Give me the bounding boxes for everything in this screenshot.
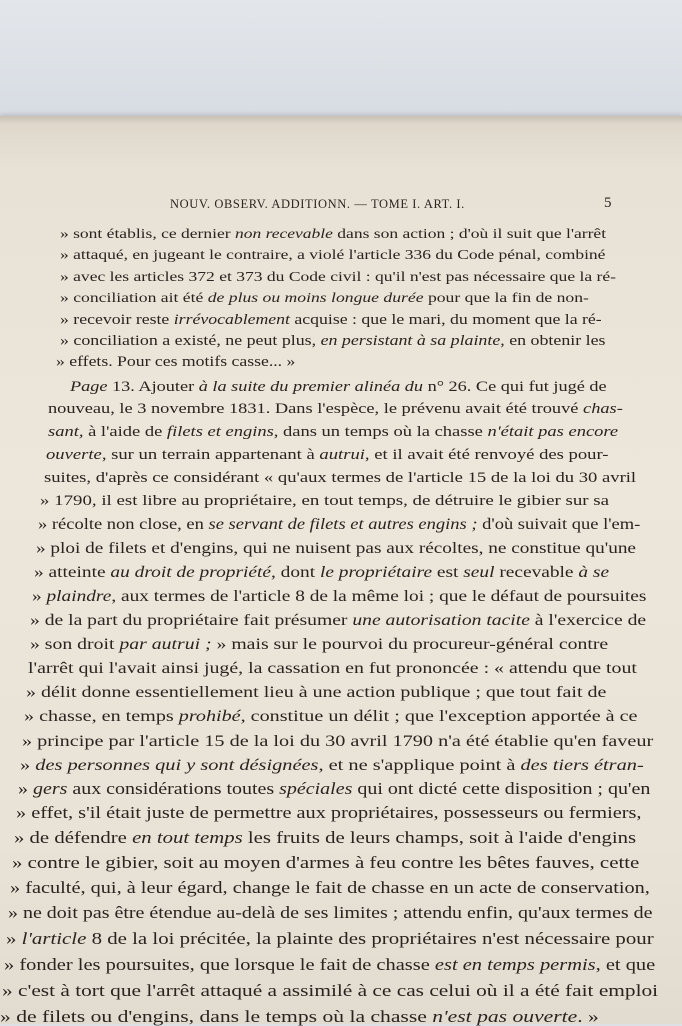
- text-line: [32, 589, 646, 605]
- text-line: [24, 709, 637, 725]
- text-segment: » son droit: [30, 636, 120, 653]
- text-segment: »: [20, 755, 36, 774]
- text-segment: » ne doit pas être étendue au-delà de ses limites ; attendu enfin, qu'aux termes de: [8, 903, 653, 922]
- italic-text: est en temps permis: [434, 955, 596, 974]
- text-segment: suites, d'après ce considérant « qu'aux termes de l'article 15 de la loi du 30 avril: [44, 470, 637, 486]
- text-line: [48, 402, 623, 417]
- text-segment: » délit donne essentiellement lieu à une action publique ; que tout fait de: [26, 684, 607, 701]
- italic-text: autrui: [319, 447, 365, 463]
- text-segment: » conciliation ait été: [60, 290, 208, 306]
- text-segment: » recevoir reste: [60, 312, 174, 328]
- italic-text: à se: [578, 564, 610, 581]
- text-line: [60, 313, 602, 327]
- text-line: [60, 270, 616, 284]
- text-line: [48, 425, 618, 440]
- text-segment: , en obtenir les: [500, 333, 606, 349]
- text-segment: » faculté, qui, à leur égard, change le fait de chasse en un acte de conservation,: [10, 878, 650, 897]
- text-segment: acquise : que le mari, du moment que la ré-: [289, 312, 602, 328]
- text-line: [40, 494, 609, 509]
- running-title: NOUV. OBSERV. ADDITIONN. — TOME I. ART. I.: [170, 197, 465, 211]
- text-line: [12, 855, 639, 872]
- text-segment: » 1790, il est libre au propriétaire, en tout temps, de détruire le gibier sur sa: [40, 493, 610, 509]
- italic-text: ouverte: [46, 447, 102, 463]
- text-segment: » de filets ou d'engins, dans le temps où la chasse: [0, 1007, 433, 1026]
- text-segment: , dont: [270, 564, 320, 581]
- italic-text: se servant de filets et autres engins ;: [208, 516, 478, 533]
- text-segment: »: [6, 929, 22, 948]
- text-segment: » effet, s'il était juste de permettre aux propriétaires, possesseurs ou fermiers,: [16, 803, 642, 822]
- text-segment: , et ne s'applique point à: [318, 755, 521, 774]
- text-line: [34, 565, 609, 581]
- italic-text: spéciales: [279, 779, 353, 798]
- text-segment: aux considérations toutes: [67, 779, 280, 798]
- text-line: [46, 448, 609, 463]
- text-line: [30, 637, 608, 653]
- text-segment: » fonder les poursuites, que lorsque le fait de chasse: [4, 955, 435, 974]
- text-line: [30, 613, 646, 629]
- italic-text: au droit de propriété: [110, 564, 271, 581]
- text-segment: recevable: [494, 564, 579, 581]
- text-line: [0, 1008, 599, 1025]
- text-line: [14, 830, 636, 847]
- text-segment: » de la part du propriétaire fait présumer: [30, 612, 353, 629]
- italic-text: Page: [70, 379, 108, 395]
- italic-text: par autrui ;: [119, 636, 212, 653]
- italic-text: filets et engins: [166, 424, 274, 440]
- text-line: [6, 930, 654, 947]
- text-line: [38, 517, 640, 532]
- text-line: [70, 380, 607, 395]
- italic-text: seul: [463, 564, 495, 581]
- text-segment: 13. Ajouter: [107, 379, 199, 395]
- text-line: [18, 781, 650, 797]
- text-segment: » conciliation a existé, ne peut plus,: [60, 333, 321, 349]
- text-segment: , constitue un délit ; que l'exception apportée à ce: [240, 708, 638, 725]
- italic-text: le propriétaire: [319, 564, 433, 581]
- text-segment: » effets. Pour ces motifs casse... »: [56, 354, 296, 370]
- italic-text: sant,: [48, 424, 84, 440]
- text-segment: à l'aide de: [83, 424, 167, 440]
- italic-text: des tiers étran-: [520, 755, 644, 774]
- text-segment: »: [32, 588, 47, 605]
- text-line: [44, 471, 636, 486]
- italic-text: en persistant à sa plainte: [320, 333, 501, 349]
- text-line: [20, 757, 644, 773]
- text-line: [28, 661, 637, 677]
- italic-text: de plus ou moins longue durée: [207, 290, 424, 306]
- italic-text: en tout temps: [132, 828, 243, 847]
- text-segment: » avec les articles 372 et 373 du Code civil : qu'il n'est pas nécessaire que la ré-: [60, 269, 616, 285]
- text-line: [4, 956, 655, 973]
- text-line: [16, 805, 641, 822]
- text-segment: »: [18, 779, 33, 798]
- text-segment: » ploi de filets et d'engins, qui ne nuisent pas aux récoltes, ne constitue qu'une: [36, 540, 636, 557]
- italic-text: chas-: [583, 401, 623, 417]
- italic-text: des personnes qui y sont désignées: [35, 755, 319, 774]
- italic-text: à la suite du premier alinéa du: [198, 379, 424, 395]
- text-segment: l'arrêt qui l'avait ainsi jugé, la cassation en fut prononcée : « attendu que tout: [28, 660, 637, 677]
- text-segment: , dans un temps où la chasse: [273, 424, 488, 440]
- text-segment: , et il avait été renvoyé des pour-: [364, 447, 609, 463]
- text-segment: » chasse, en temps: [24, 708, 179, 725]
- italic-text: irrévocablement: [173, 312, 290, 328]
- text-segment: , et que: [595, 955, 656, 974]
- text-segment: nouveau, le 3 novembre 1831. Dans l'espèce, le prévenu avait été trouvé: [48, 401, 584, 417]
- text-line: [60, 249, 605, 263]
- italic-text: prohibé: [178, 708, 241, 725]
- italic-text: une autorisation tacite: [352, 612, 530, 629]
- text-segment: » contre le gibier, soit au moyen d'armes à feu contre les bêtes fauves, cette: [12, 853, 640, 872]
- text-segment: » mais sur le pourvoi du procureur-général contre: [211, 636, 609, 653]
- page-number: 5: [604, 195, 613, 211]
- text-segment: » principe par l'article 15 de la loi du 30 avril 1790 n'a été établie qu'en faveur: [22, 732, 654, 750]
- text-segment: » atteinte: [34, 564, 111, 581]
- text-line: [36, 541, 636, 556]
- text-segment: d'où suivait que l'em-: [477, 516, 641, 533]
- text-segment: . »: [577, 1007, 599, 1026]
- text-segment: , aux termes de l'article 8 de la même loi ; que le défaut de poursuites: [111, 588, 647, 605]
- text-line: [2, 982, 658, 999]
- text-segment: » sont établis, ce dernier: [60, 227, 235, 242]
- text-line: [56, 355, 295, 369]
- text-line: [22, 733, 653, 749]
- text-segment: les fruits de leurs champs, soit à l'aide d'engins: [242, 828, 637, 847]
- italic-text: n'était pas encore: [487, 424, 619, 440]
- italic-text: gers: [32, 779, 68, 798]
- text-segment: » attaqué, en jugeant le contraire, a violé l'article 336 du Code pénal, combiné: [60, 248, 606, 263]
- italic-text: l'article: [21, 929, 87, 948]
- text-segment: » de défendre: [14, 828, 133, 847]
- text-segment: qui ont dicté cette disposition ; qu'en: [352, 779, 651, 798]
- text-segment: n° 26. Ce qui fut jugé de: [423, 379, 607, 395]
- text-segment: dans son action ; d'où il suit que l'arrêt: [332, 227, 607, 242]
- text-line: [26, 685, 606, 701]
- text-segment: » c'est à tort que l'arrêt attaqué a assimilé à ce cas celui où il a été fait emploi: [2, 981, 659, 1000]
- italic-text: non recevable: [234, 227, 333, 242]
- text-line: [60, 334, 605, 348]
- text-line: [10, 880, 650, 897]
- text-segment: pour que la fin de non-: [423, 290, 589, 306]
- text-segment: à l'exercice de: [529, 612, 647, 629]
- text-segment: 8 de la loi précitée, la plainte des propriétaires n'est nécessaire pour: [86, 929, 654, 948]
- italic-text: n'est pas ouverte: [432, 1007, 578, 1026]
- text-line: [60, 291, 589, 305]
- text-segment: , sur un terrain appartenant à: [101, 447, 320, 463]
- text-segment: est: [432, 564, 464, 581]
- text-line: [60, 228, 606, 242]
- text-segment: » récolte non close, en: [38, 516, 209, 533]
- italic-text: plaindre: [46, 588, 112, 605]
- text-line: [8, 905, 652, 922]
